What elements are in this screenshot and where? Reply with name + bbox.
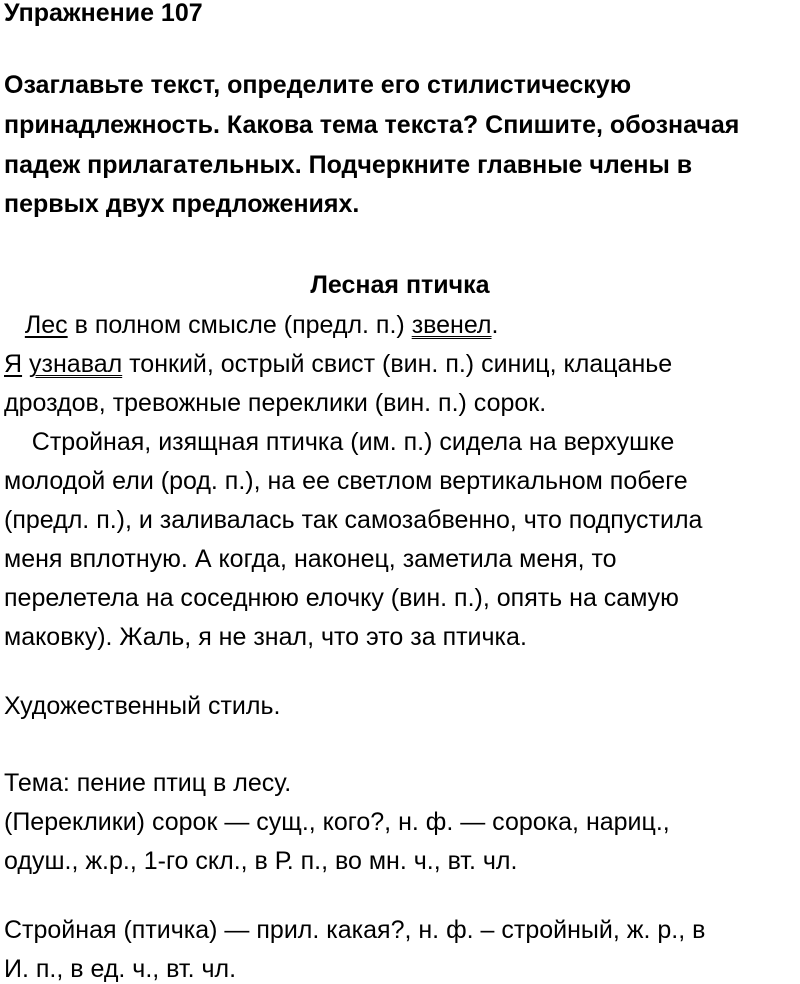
story-line-1 (4, 310, 498, 340)
subject-underlined: Я (4, 350, 23, 378)
parse-line: И. п., в ед. ч., вт. чл. (4, 955, 237, 983)
task-line: падеж прилагательных. Подчеркните главные члены в (4, 151, 693, 179)
story-title: Лесная птичка (310, 271, 490, 299)
parse-line: (Переклики) сорок — сущ., кого?, н. ф. — сорока, нариц., (4, 808, 670, 836)
story-line-2 (4, 349, 672, 379)
story-line: молодой ели (род. п.), на ее светлом вертикальном побеге (4, 467, 688, 495)
story-text: . (491, 311, 499, 339)
theme-answer: Тема: пение птиц в лесу. (4, 769, 292, 797)
parse-line: Стройная (птичка) — прил. какая?, н. ф. – стройный, ж. р., в (4, 916, 706, 944)
story-line: (предл. п.), и заливалась так самозабвенно, что подпустила (4, 506, 703, 534)
story-text: в полном смысле (предл. п.) (67, 311, 412, 339)
task-line: Озаглавьте текст, определите его стилистическую (4, 71, 632, 99)
parse-line: одуш., ж.р., 1-го скл., в Р. п., во мн. ч., вт. чл. (4, 847, 518, 875)
story-line: Стройная, изящная птичка (им. п.) сидела на верхушке (4, 428, 675, 456)
story-line: перелетела на соседнюю елочку (вин. п.), опять на самую (4, 584, 679, 612)
story-text: тонкий, острый свист (вин. п.) синиц, клацанье (122, 350, 673, 378)
story-line: дроздов, тревожные переклики (вин. п.) сорок. (4, 389, 547, 417)
task-line: принадлежность. Какова тема текста? Спишите, обозначая (4, 111, 740, 139)
predicate-underlined: узнавал (29, 350, 123, 378)
story-line: меня вплотную. А когда, наконец, заметила меня, то (4, 545, 617, 573)
predicate-underlined: звенел (411, 311, 492, 339)
subject-underlined: Лес (24, 311, 68, 339)
task-line: первых двух предложениях. (4, 190, 360, 218)
style-answer: Художественный стиль. (4, 692, 281, 720)
exercise-title: Упражнение 107 (4, 0, 203, 27)
story-line: маковку). Жаль, я не знал, что это за птичка. (4, 623, 527, 651)
